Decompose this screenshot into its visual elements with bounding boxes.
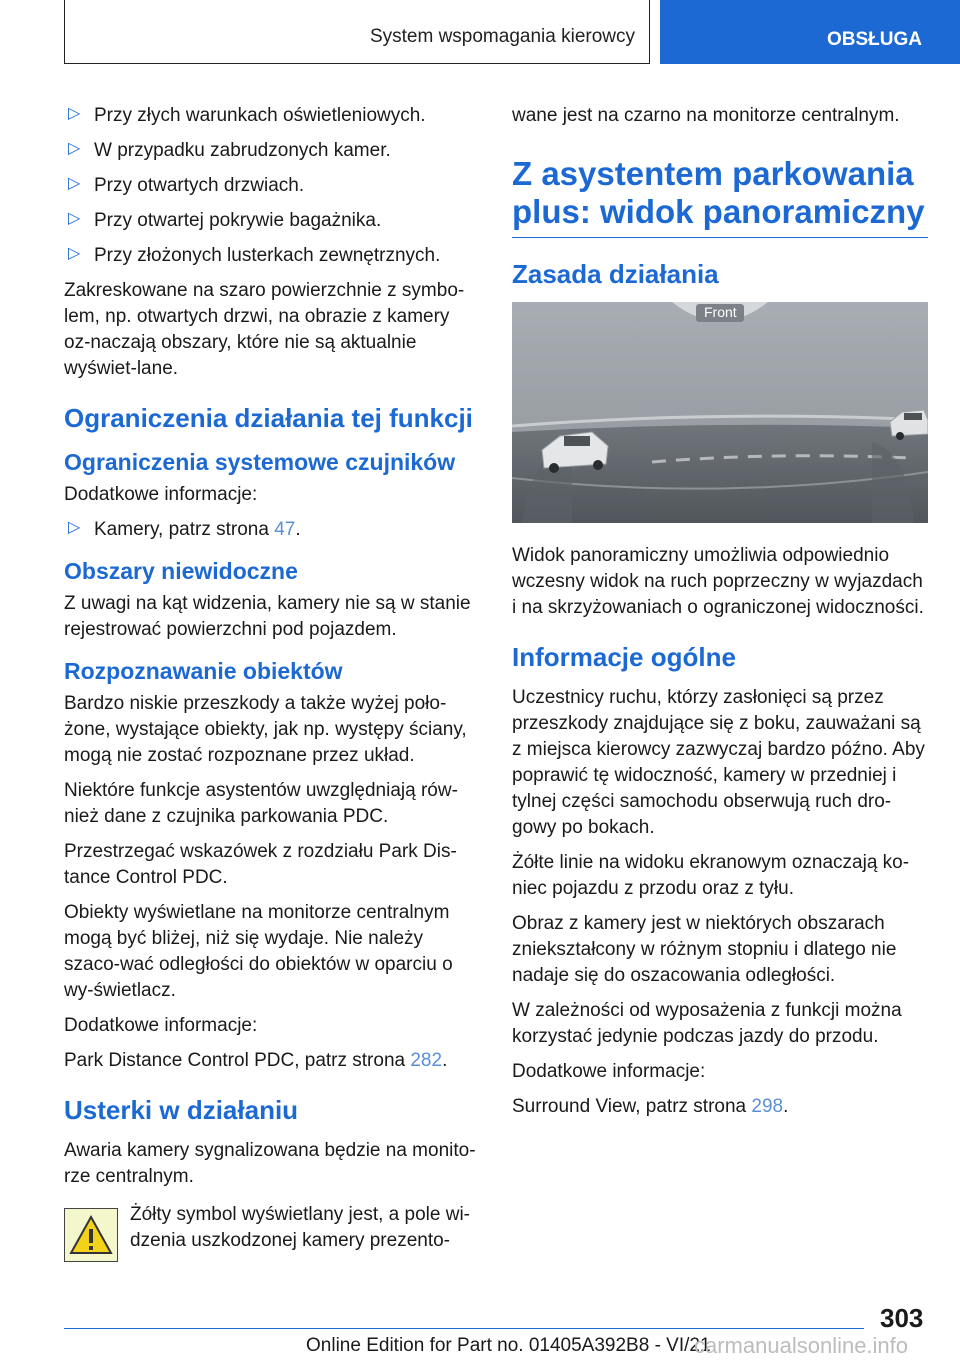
- list-item-text: Kamery, patrz strona 47.: [94, 519, 301, 540]
- footer-divider: [64, 1328, 864, 1329]
- left-column: [64, 103, 480, 1254]
- paragraph-hatched-areas: Zakreskowane na szaro powierzchnie z symbo-lem, np. otwartych drzwi, na obrazie z kamery oz-naczają obszary, które nie są aktualnie wyświet-lane.: [64, 280, 465, 379]
- paragraph-principle: Widok panoramiczny umożliwia odpowiednio wczesny widok na ruch poprzeczny w wyjazdach i na skrzyżowaniach o ograniczonej widoczności.: [512, 545, 924, 618]
- paragraph-detection-2: Niektóre funkcje asystentów uwzględniają rów-nież dane z czujnika parkowania PDC.: [64, 780, 458, 827]
- front-label: Front: [704, 304, 737, 320]
- warning-note: [64, 1202, 480, 1254]
- heading-panorama-view: Z asystentem parkowania plus: widok panoramiczny: [512, 155, 928, 238]
- paragraph-more-info: Dodatkowe informacje:: [64, 484, 258, 505]
- list-item-text: W przypadku zabrudzonych kamer.: [94, 140, 391, 161]
- paragraph-general-3: Obraz z kamery jest w niektórych obszarach zniekształcony w różnym stopniu i dlatego nie nadaje się do oszacowania odległości.: [512, 913, 897, 986]
- paragraph-detection-1: Bardzo niskie przeszkody a także wyżej poło-żone, wystające obiekty, jak np. występy ściany, mogą nie zostać rozpoznane przez układ.: [64, 693, 467, 766]
- watermark: carmanualsonline.info: [694, 1333, 909, 1358]
- header-section-label: OBSŁUGA: [827, 29, 922, 50]
- heading-object-detection: Rozpoznawanie obiektów: [64, 658, 343, 684]
- list-item: [64, 138, 480, 164]
- heading-sensor-limits: Ograniczenia systemowe czujników: [64, 449, 456, 475]
- header-title: System wspomagania kierowcy: [369, 26, 635, 47]
- heading-malfunctions: Usterki w działaniu: [64, 1095, 299, 1125]
- paragraph-general-2: Żółte linie na widoku ekranowym oznaczają ko-niec pojazdu z przodu oraz z tyłu.: [512, 852, 910, 899]
- warning-triangle-icon: [64, 1208, 118, 1262]
- heading-operating-principle: Zasada działania: [512, 259, 719, 289]
- right-column: [512, 103, 928, 1129]
- bullet-triangle-icon: ▷: [68, 105, 81, 122]
- header-title-box: [64, 0, 650, 64]
- edition-info: Online Edition for Part no. 01405A392B8 - VI/21: [306, 1335, 711, 1356]
- paragraph-general-4: W zależności od wyposażenia z funkcji można korzystać jedynie podczas jazdy do przodu.: [512, 1000, 902, 1047]
- paragraph-detection-3: Przestrzegać wskazówek z rozdziału Park Dis-tance Control PDC.: [64, 841, 457, 888]
- heading-function-limits: Ograniczenia działania tej funkcji: [64, 403, 473, 433]
- list-item-text: Przy złych warunkach oświetleniowych.: [94, 105, 426, 126]
- warning-text: Żółty symbol wyświetlany jest, a pole wi-dzenia uszkodzonej kamery prezento-: [130, 1204, 470, 1251]
- page-link-282[interactable]: 282: [410, 1050, 443, 1071]
- heading-invisible-areas: Obszary niewidoczne: [64, 558, 298, 584]
- bullet-triangle-icon: ▷: [68, 245, 81, 262]
- paragraph-more-info: Dodatkowe informacje:: [512, 1061, 706, 1082]
- list-item: [64, 517, 480, 543]
- paragraph-general-1: Uczestnicy ruchu, którzy zasłonięci są przez przeszkody znajdujące się z boku, zauważani są z miejsca kierowcy zazwyczaj bardzo późno. Aby poprawić tę widoczność, kamery w przedniej i tylnej części samochodu obserwują ruch dro-gowy po bokach.: [512, 687, 925, 838]
- paragraph-detection-4: Obiekty wyświetlane na monitorze centralnym mogą być bliżej, niż się wydaje. Nie należy szaco-wać odległości do obiektów w oparciu o wy-świetlacz.: [64, 902, 453, 1001]
- bullet-triangle-icon: ▷: [68, 140, 81, 157]
- list-item: [64, 243, 480, 269]
- list-item: [64, 103, 480, 129]
- page-number: 303: [880, 1303, 924, 1333]
- bullet-triangle-icon: ▷: [68, 210, 81, 227]
- bullet-triangle-icon: ▷: [68, 175, 81, 192]
- list-item-text: Przy otwartych drzwiach.: [94, 175, 305, 196]
- paragraph-invisible-areas: Z uwagi na kąt widzenia, kamery nie są w stanie rejestrować powierzchni pod pojazdem.: [64, 593, 471, 640]
- list-item-text: Przy otwartej pokrywie bagażnika.: [94, 210, 382, 231]
- paragraph-pdc-reference: Park Distance Control PDC, patrz strona 282.: [64, 1050, 448, 1071]
- paragraph-surround-reference: Surround View, patrz strona 298.: [512, 1096, 789, 1117]
- paragraph-continuation: wane jest na czarno na monitorze centralnym.: [512, 105, 900, 126]
- list-item-text: Przy złożonych lusterkach zewnętrznych.: [94, 245, 441, 266]
- page-link-47[interactable]: 47: [274, 519, 296, 540]
- header-section-tab: [660, 0, 960, 64]
- paragraph-malfunctions: Awaria kamery sygnalizowana będzie na monito-rze centralnym.: [64, 1140, 476, 1187]
- bullet-triangle-icon: ▷: [68, 519, 81, 536]
- list-item: [64, 208, 480, 234]
- paragraph-more-info: Dodatkowe informacje:: [64, 1015, 258, 1036]
- page-link-298[interactable]: 298: [751, 1096, 784, 1117]
- list-item: [64, 173, 480, 199]
- heading-general-info: Informacje ogólne: [512, 642, 736, 672]
- panorama-view-image: [512, 302, 928, 523]
